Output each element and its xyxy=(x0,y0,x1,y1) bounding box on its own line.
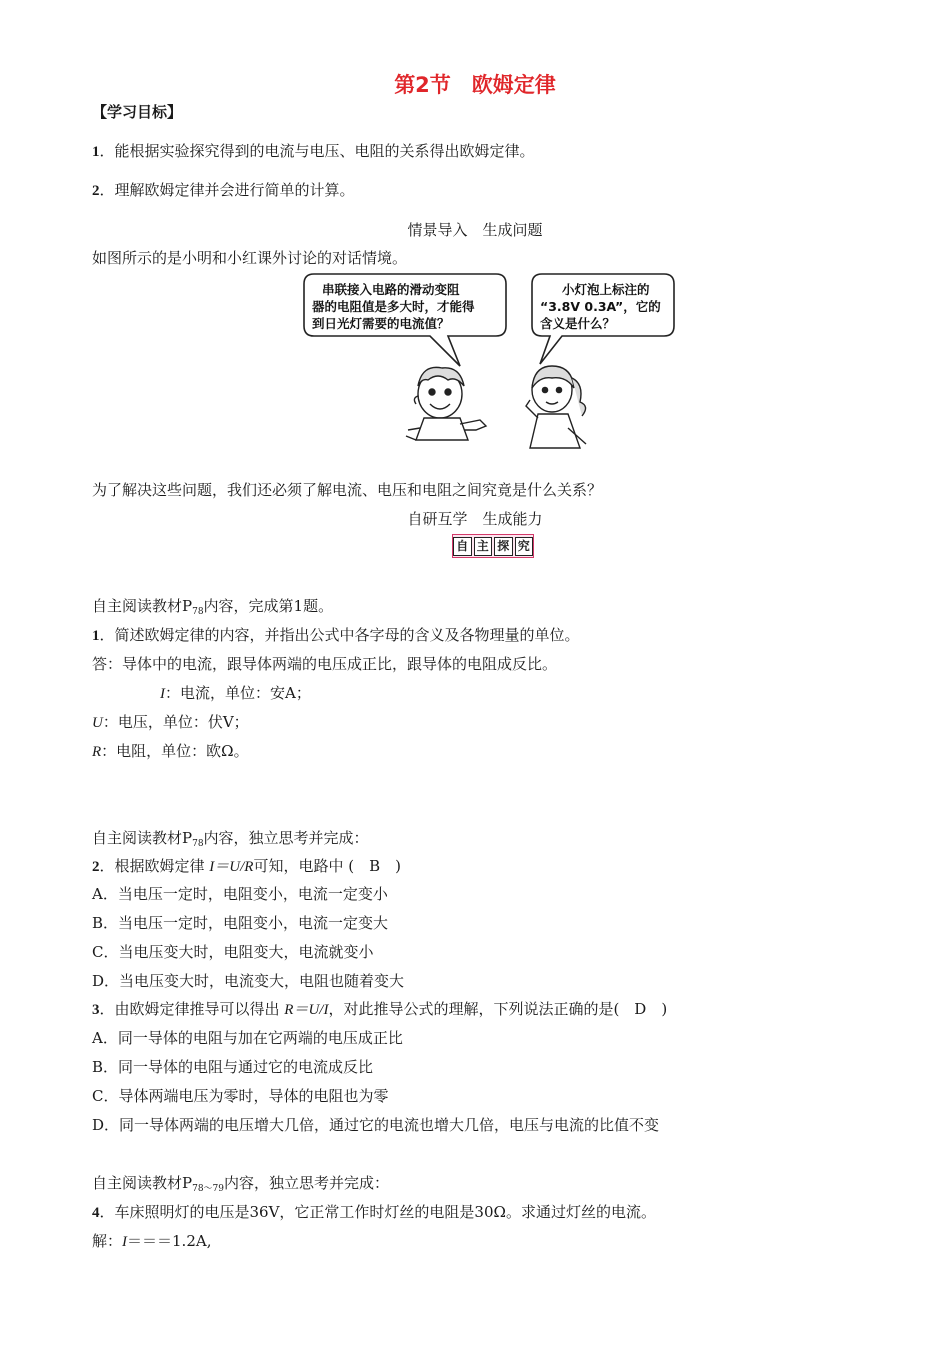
bubble-left-line: 器的电阻值是多大时，才能得 xyxy=(312,299,475,314)
formula: I xyxy=(122,1234,128,1250)
question-text: ，对此推导公式的理解，下列说法正确的是( D ) xyxy=(328,1000,668,1018)
instruction-text: 自主阅读教材P xyxy=(92,597,193,615)
badge-char: 探 xyxy=(494,537,513,556)
question-number: 4 xyxy=(92,1205,100,1221)
instruction-text: 自主阅读教材P xyxy=(92,829,193,847)
question-4 xyxy=(92,1202,656,1223)
question-text: ．根据欧姆定律 xyxy=(99,857,210,875)
option-c: C．当电压变大时，电阻变大，电流就变小 xyxy=(92,943,374,961)
reading-instruction-3 xyxy=(92,1173,389,1199)
objective-item-2 xyxy=(92,180,355,201)
bubble-right-line: 小灯泡上标注的 xyxy=(562,282,650,297)
reading-instruction-2 xyxy=(92,828,369,854)
solution-4 xyxy=(92,1231,211,1252)
bubble-left-line: 到日光灯需要的电流值？ xyxy=(312,316,450,331)
question-number: 2 xyxy=(92,859,100,875)
page-title: 第2节 欧姆定律 xyxy=(394,73,556,97)
definition-text: ：电流，单位：安A； xyxy=(165,684,311,702)
self-explore-badge xyxy=(452,534,534,558)
speech-bubble-left xyxy=(304,274,506,366)
question-text: ．简述欧姆定律的内容，并指出公式中各字母的含义及各物理量的单位。 xyxy=(99,626,580,644)
instruction-text: 自主阅读教材P xyxy=(92,1174,193,1192)
solution-text: ＝＝＝1.2A, xyxy=(127,1232,212,1250)
reading-instruction-1 xyxy=(92,596,333,622)
definition-resistance xyxy=(92,741,249,762)
objectives-heading: 【学习目标】 xyxy=(92,103,183,121)
objective-item-1 xyxy=(92,141,535,162)
objective-text: ．能根据实验探究得到的电流与电压、电阻的关系得出欧姆定律。 xyxy=(99,142,535,160)
definition-text: ：电阻，单位：欧Ω。 xyxy=(101,742,249,760)
scene-question: 为了解决这些问题，我们还必须了解电流、电压和电阻之间究竟是什么关系？ xyxy=(92,481,603,499)
instruction-text: 内容，独立思考并完成： xyxy=(224,1174,390,1192)
definition-current xyxy=(160,683,311,704)
badge-char: 自 xyxy=(453,537,472,556)
question-text: 可知，电路中 ( B ) xyxy=(253,857,401,875)
answer-1: 答：导体中的电流，跟导体两端的电压成正比，跟导体的电阻成反比。 xyxy=(92,655,558,673)
badge-char: 究 xyxy=(515,537,534,556)
speech-bubble-right xyxy=(532,274,674,364)
instruction-text: 内容，完成第1题。 xyxy=(203,597,334,615)
page-subscript: 78 xyxy=(192,839,204,849)
page-subscript: 78～79 xyxy=(192,1184,224,1194)
objective-number: 1 xyxy=(92,144,100,160)
option-a: A．同一导体的电阻与加在它两端的电压成正比 xyxy=(92,1029,403,1047)
question-text: ．由欧姆定律推导可以得出 xyxy=(99,1000,285,1018)
bubble-left-line: 串联接入电路的滑动变阻 xyxy=(322,282,460,297)
option-d: D．同一导体两端的电压增大几倍，通过它的电流也增大几倍，电压与电流的比值不变 xyxy=(92,1116,660,1134)
instruction-text: 内容，独立思考并完成： xyxy=(203,829,369,847)
solution-label: 解： xyxy=(92,1232,123,1250)
scene-intro: 如图所示的是小明和小红课外讨论的对话情境。 xyxy=(92,249,408,267)
option-b: B．同一导体的电阻与通过它的电流成反比 xyxy=(92,1058,374,1076)
girl-figure xyxy=(526,366,586,448)
objective-text: ．理解欧姆定律并会进行简单的计算。 xyxy=(99,181,355,199)
option-d: D．当电压变大时，电流变大，电阻也随着变大 xyxy=(92,972,405,990)
question-text: ．车床照明灯的电压是36V，它正常工作时灯丝的电阻是30Ω。求通过灯丝的电流。 xyxy=(99,1203,656,1221)
definition-text: ：电压，单位：伏V； xyxy=(102,713,249,731)
symbol: I xyxy=(160,686,165,702)
question-number: 1 xyxy=(92,628,100,644)
formula: I＝U/R xyxy=(209,859,254,875)
question-3 xyxy=(92,999,667,1020)
option-a: A．当电压一定时，电阻变小，电流一定变小 xyxy=(92,885,388,903)
formula: R＝U/I xyxy=(284,1002,329,1018)
objective-number: 2 xyxy=(92,183,100,199)
boy-figure xyxy=(406,367,486,440)
bubble-right-line: 含义是什么？ xyxy=(540,316,616,331)
question-number: 3 xyxy=(92,1002,100,1018)
self-study-heading: 自研互学 生成能力 xyxy=(407,510,543,528)
page-subscript: 78 xyxy=(192,607,204,617)
badge-char: 主 xyxy=(474,537,493,556)
symbol: R xyxy=(92,744,102,760)
bubble-right-line: “3.8V 0.3A”，它的 xyxy=(540,299,661,314)
question-1 xyxy=(92,625,580,646)
option-c: C．导体两端电压为零时，导体的电阻也为零 xyxy=(92,1087,389,1105)
dialogue-illustration xyxy=(300,268,690,458)
question-2 xyxy=(92,856,401,877)
option-b: B．当电压一定时，电阻变小，电流一定变大 xyxy=(92,914,389,932)
symbol: U xyxy=(92,715,103,731)
definition-voltage xyxy=(92,712,249,733)
scene-heading: 情景导入 生成问题 xyxy=(407,221,543,239)
